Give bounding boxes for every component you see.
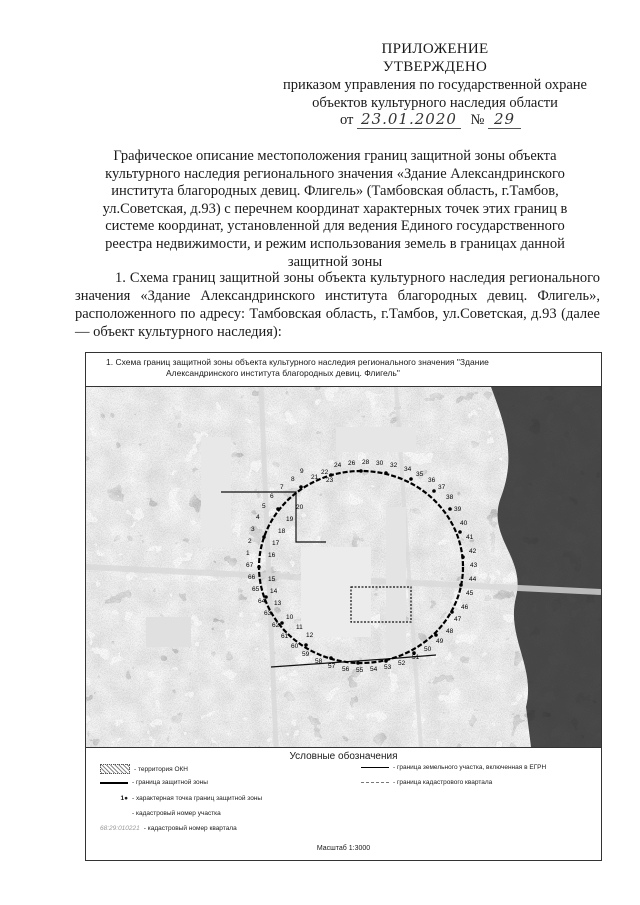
point-label: 38 (446, 494, 454, 501)
map-image (86, 387, 601, 747)
point-label: 15 (268, 576, 276, 583)
building (336, 427, 416, 452)
point-label: 22 (321, 469, 329, 476)
map-caption (86, 353, 601, 387)
point-label: 20 (296, 504, 304, 511)
point-label: 17 (272, 540, 280, 547)
map-legend (86, 748, 601, 860)
point-label: 53 (384, 664, 392, 671)
point-label: 8 (291, 476, 295, 483)
point-label: 9 (300, 468, 304, 475)
point-label: 1 (246, 550, 250, 557)
zone-line-icon (100, 782, 128, 784)
legend-label: - граница кадастрового квартала (393, 779, 493, 786)
point-label: 21 (311, 474, 319, 481)
legend-item-zone (100, 779, 208, 786)
order-line-1: приказом управления по государственной охране (283, 77, 587, 93)
point-label: 39 (454, 506, 462, 513)
point-label: 45 (466, 590, 474, 597)
building (386, 507, 406, 657)
paragraph-text: 1. Схема границ защитной зоны объекта культурного наследия регионального значения «Здание Александринского института благородных девиц. Флигель», расположенного по адресу: Тамбовская область, г.Тамбов, ул.Советская, д.93 (далее — объект культурного наследия): (75, 270, 600, 340)
point-label: 64 (258, 598, 266, 605)
point-label: 66 (248, 574, 256, 581)
legend-label: - территория ОКН (134, 765, 188, 773)
point-label: 5 (262, 503, 266, 510)
point-label: 63 (264, 610, 272, 617)
point-label: 30 (376, 460, 384, 467)
legend-label: - характерная точка границ защитной зоны (132, 795, 263, 802)
title-line: института благородных девиц. Флигель» (Тамбовская область, г.Тамбов, (111, 183, 559, 200)
point-label: 41 (466, 534, 474, 541)
title-line: ул.Советская, д.93) с перечнем координат характерных точек этих границ в (102, 200, 568, 217)
point-label: 2 (248, 538, 252, 545)
map-caption-line-2: Александринского института благородных девиц. Флигель" (166, 368, 400, 378)
point-label: 10 (286, 614, 294, 621)
satellite-map (86, 387, 601, 748)
point-label: 7 (280, 484, 284, 491)
point-label: 18 (278, 528, 286, 535)
point-label: 49 (436, 638, 444, 645)
point-label: 44 (469, 576, 477, 583)
section-1-paragraph (75, 269, 600, 341)
point-label: 65 (252, 586, 260, 593)
point-label: 51 (412, 654, 420, 661)
order-line-2: объектов культурного наследия области (312, 95, 558, 111)
point-label: 3 (251, 526, 255, 533)
order-number: 29 (488, 110, 521, 129)
point-label: 54 (370, 666, 378, 673)
point-label: 62 (272, 622, 280, 629)
legend-item-block-number (100, 825, 237, 832)
point-label: 28 (362, 459, 370, 466)
point-label: 61 (281, 633, 289, 640)
okn-hatch-icon (100, 764, 130, 774)
point-label: 12 (306, 632, 314, 639)
point-label: 13 (274, 600, 282, 607)
legend-label: - кадастровый номер участка (132, 810, 221, 817)
legend-label: - кадастровый номер квартала (143, 825, 237, 832)
building (301, 547, 371, 637)
point-label: 4 (256, 514, 260, 521)
map-caption-line-1: 1. Схема границ защитной зоны объекта культурного наследия регионального значения "Здание (106, 357, 489, 367)
legend-title: Условные обозначения (289, 751, 398, 762)
point-label: 57 (328, 663, 336, 670)
order-date: 23.01.2020 (357, 110, 461, 129)
point-label: 34 (404, 466, 412, 473)
point-label: 46 (461, 604, 469, 611)
point-label: 36 (428, 477, 436, 484)
land-plot-line-icon (361, 767, 389, 768)
legend-label: - граница защитной зоны (132, 779, 208, 786)
number-prefix: № (470, 112, 485, 128)
title-line: защитной зоны (287, 253, 383, 270)
point-label: 6 (270, 493, 274, 500)
point-marker-icon: 1● (120, 795, 128, 802)
legend-label: - граница земельного участка, включенная в ЕГРН (393, 764, 547, 771)
point-label: 60 (291, 643, 299, 650)
title-line: Графическое описание местоположения границ защитной зоны объекта (113, 148, 557, 164)
point-label: 42 (469, 548, 477, 555)
block-number-sample: 68:29:010221 (100, 825, 140, 832)
map-scheme (85, 352, 602, 861)
document-header (250, 40, 620, 112)
title-line: реестра недвижимости, и режим использования земель в границах данной (105, 235, 565, 252)
point-label: 35 (416, 471, 424, 478)
point-label: 37 (438, 484, 446, 491)
point-label: 23 (326, 477, 334, 484)
map-scale: Масштаб 1:3000 (316, 845, 371, 852)
building (146, 617, 191, 647)
point-label: 58 (315, 658, 323, 665)
order-date-line (340, 110, 521, 129)
point-label: 19 (286, 516, 294, 523)
legend-item-cad-block (361, 779, 492, 786)
legend-item-plot-number (100, 810, 221, 817)
cad-block-line-icon (361, 782, 389, 783)
point-label: 14 (270, 588, 278, 595)
point-label: 11 (296, 624, 303, 631)
point-label: 56 (342, 666, 350, 673)
point-label: 16 (268, 552, 276, 559)
legend-item-point (100, 795, 262, 802)
title-line: культурного наследия регионального значения «Здание Александринского (105, 165, 565, 182)
point-label: 50 (424, 646, 432, 653)
point-label: 43 (470, 562, 478, 569)
legend-item-land-plot (361, 764, 546, 771)
appendix-title: ПРИЛОЖЕНИЕ (381, 41, 489, 57)
approved-title: УТВЕРЖДЕНО (382, 59, 488, 75)
date-prefix: от (340, 112, 354, 128)
point-label: 55 (356, 667, 364, 674)
point-label: 52 (398, 660, 406, 667)
legend-item-okn (100, 764, 188, 774)
point-label: 48 (446, 628, 454, 635)
point-label: 24 (334, 462, 342, 469)
point-label: 40 (460, 520, 468, 527)
point-label: 47 (454, 616, 462, 623)
point-label: 26 (348, 460, 356, 467)
document-title (70, 148, 600, 271)
point-label: 67 (246, 562, 254, 569)
point-label: 59 (302, 651, 310, 658)
title-line: системе координат, установленной для ведения Единого государственного (105, 218, 565, 235)
point-label: 32 (390, 462, 398, 469)
